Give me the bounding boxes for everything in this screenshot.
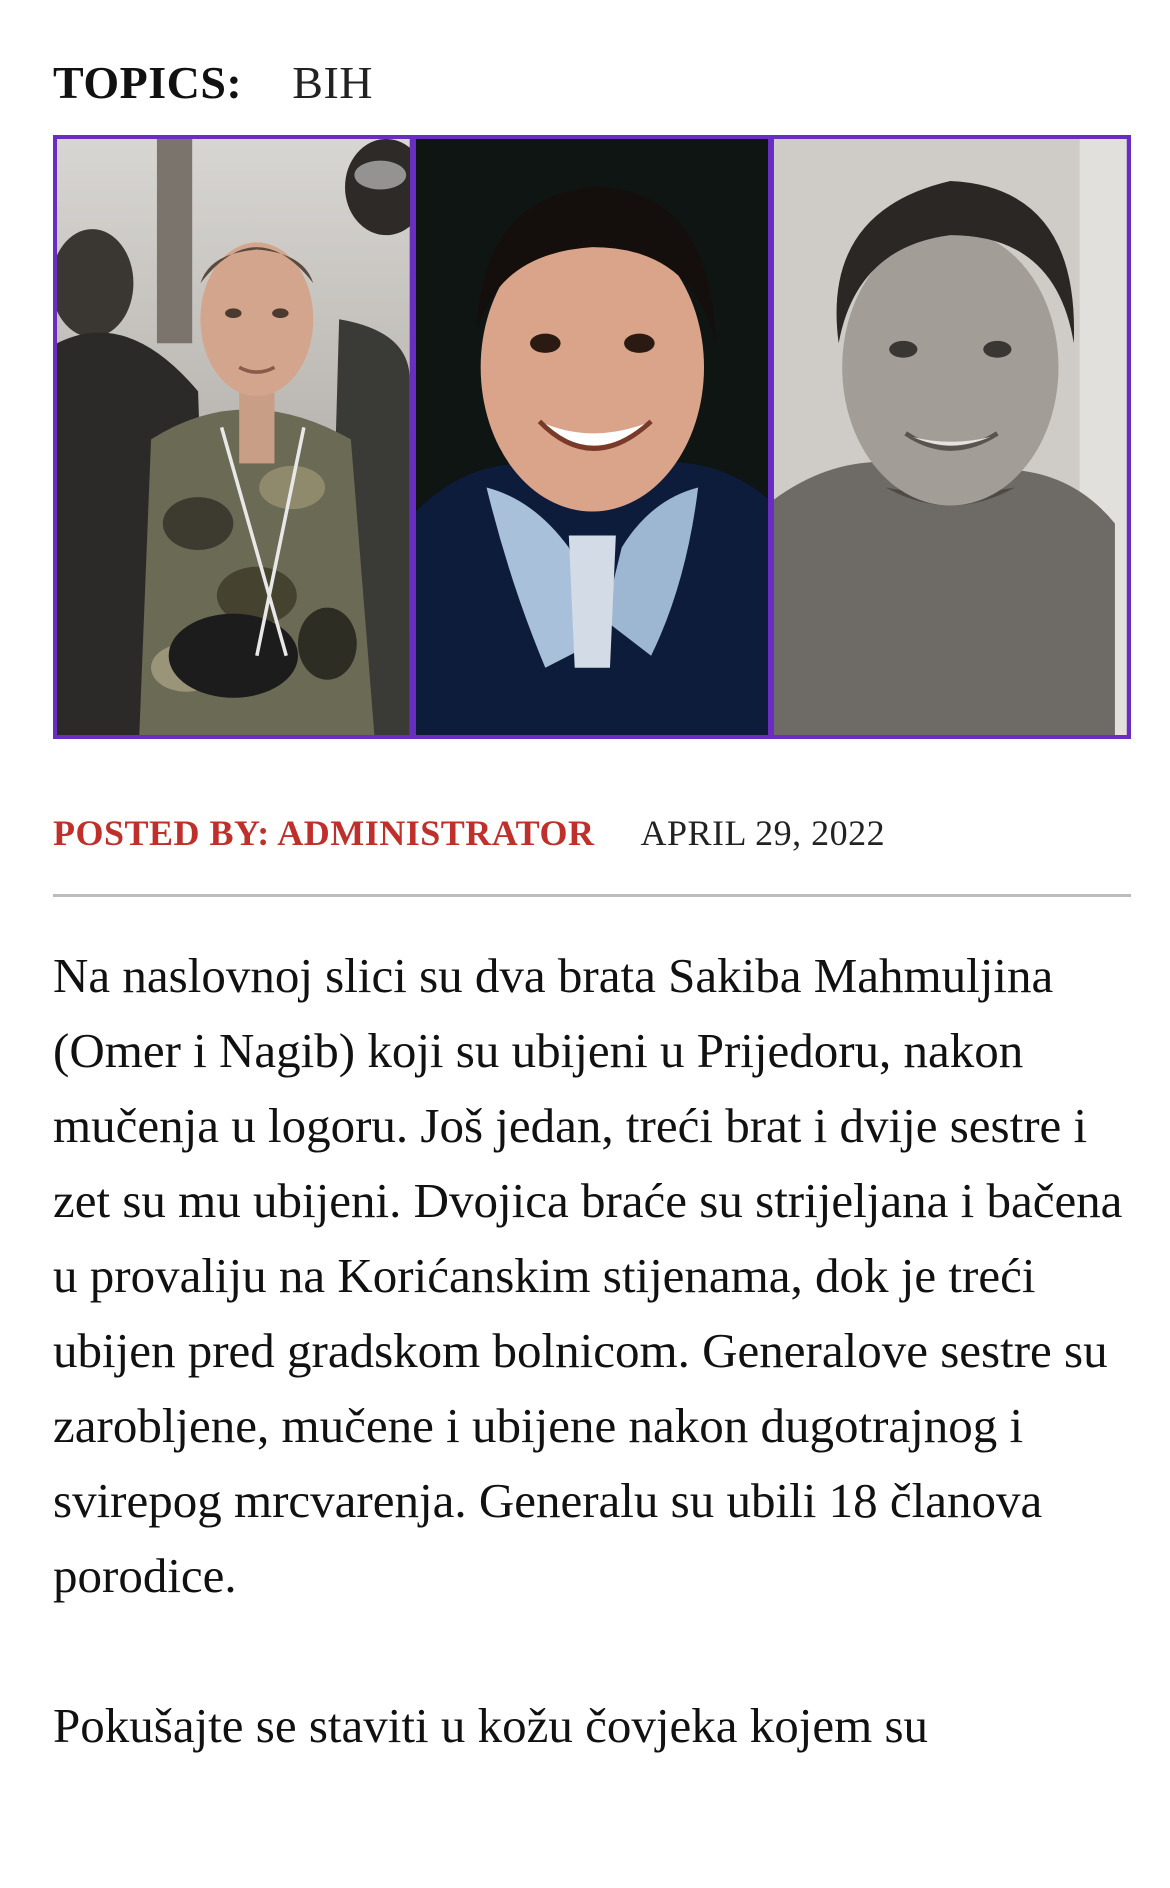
soldier-camo-photo: [57, 139, 410, 735]
smiling-man-dark-sweater-photo: [416, 139, 769, 735]
article-paragraph: Pokušajte se staviti u kožu čovjeka kojem su: [53, 1698, 929, 1753]
post-meta: [53, 812, 885, 854]
hero-image-collage: [53, 135, 1131, 739]
topics-row: [53, 52, 373, 112]
posted-by-author-link[interactable]: POSTED BY: ADMINISTRATOR: [53, 813, 595, 853]
man-grey-shirt-photo: [774, 139, 1127, 735]
article-paragraph: Na naslovnoj slici su dva brata Sakiba Mahmuljina (Omer i Nagib) koji su ubijeni u Prijedoru, nakon mučenja u logoru. Još jedan, treći brat i dvije sestre i zet su mu ubijeni. Dvojica braće su strijeljana i bačena u provaliju na Korićanskim stijenama, dok je treći ubijen pred gradskom bolnicom. Generalove sestre su zarobljene, mučene i ubijene nakon dugotrajnog i svirepog mrcvarenja. Generalu su ubili 18 članova porodice.: [53, 948, 1123, 1603]
topics-label: TOPICS:: [53, 56, 243, 108]
article-body: [53, 938, 1131, 1838]
topic-link-bih[interactable]: BIH: [292, 56, 373, 108]
post-date: APRIL 29, 2022: [640, 813, 886, 853]
meta-divider: [53, 894, 1131, 897]
